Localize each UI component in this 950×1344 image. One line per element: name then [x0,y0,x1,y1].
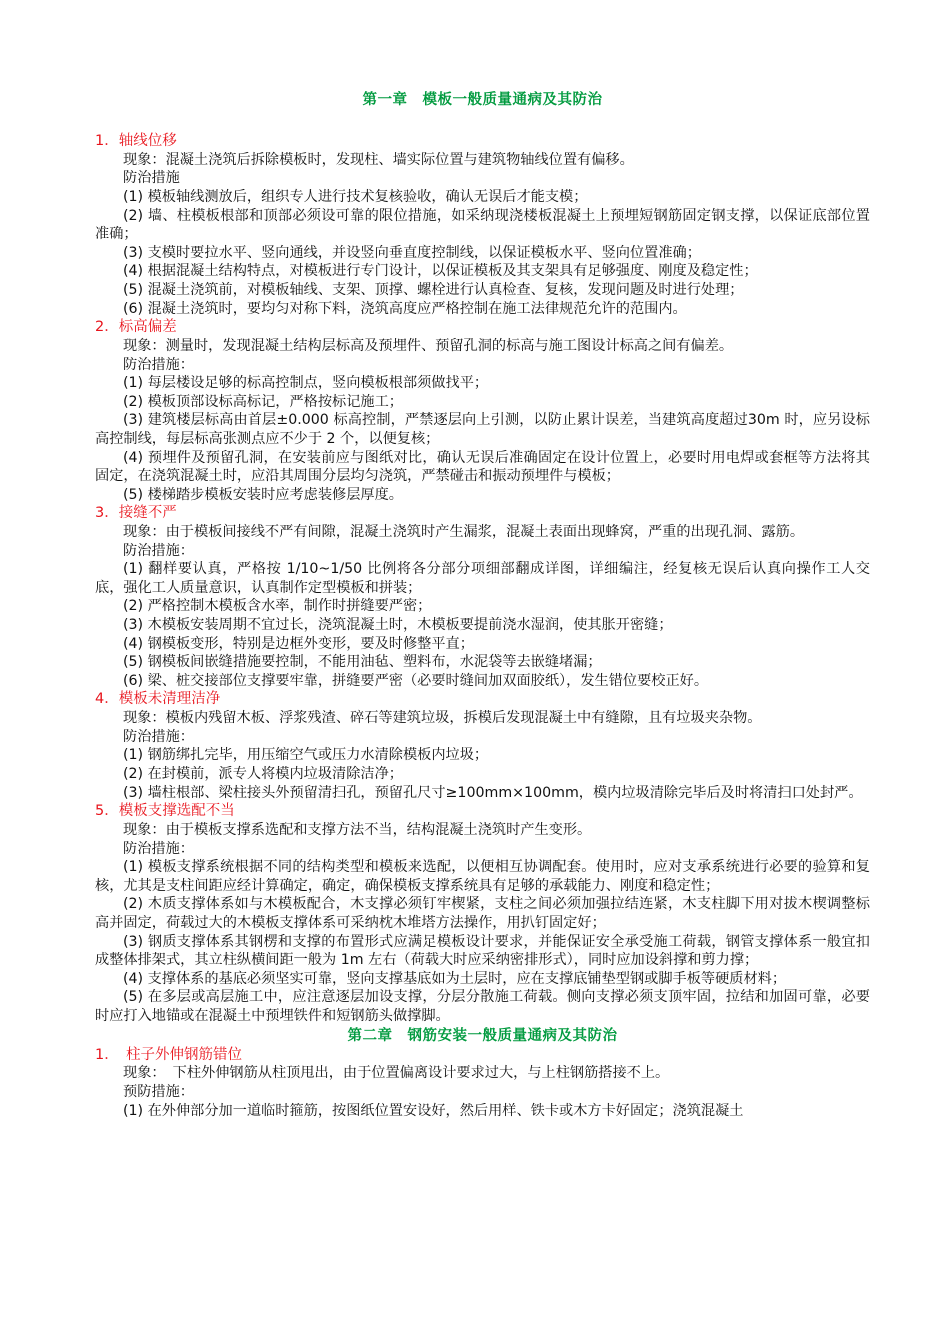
section-4-measures-label: 防治措施： [123,728,194,745]
section-1-measure-6: (6) 混凝土浇筑时，要均匀对称下料，浇筑高度应严格控制在施工法律规范允许的范围内。 [123,300,687,317]
section-1-measure-3: (3) 支模时要拉水平、竖向通线，并设竖向垂直度控制线，以保证模板水平、竖向位置准确； [123,244,701,261]
section-4-phenomenon: 现象：模板内残留木板、浮浆残渣、碎石等建筑垃圾，拆模后发现混凝土中有缝隙，且有垃圾夹杂物。 [123,710,762,727]
section-5-title: 5．模板支撑选配不当 [95,803,235,820]
section-1-measure-2: (2) 墙、柱模板根部和顶部必须设可靠的限位措施，如采纳现浇楼板混凝土上预埋短钢筋固定钢支撑，以保证底部位置准确； [95,207,870,243]
section-5-measure-2: (2) 木质支撑体系如与木模板配合，木支撑必须钉牢楔紧，支柱之间必须加强拉结连紧，木支柱脚下用对拔木楔调整标高并固定，荷载过大的木模板支撑体系可采纳枕木堆塔方法操作，用扒钉固定好； [95,896,870,931]
section-4-title: 4．模板未清理洁净 [95,691,221,708]
chapter-2-title: 第二章 钢筋安装一般质量通病及其防治 [347,1027,618,1044]
section-4-measure-1: (1) 钢筋绑扎完毕，用压缩空气或压力水清除模板内垃圾； [123,747,489,764]
section-5-measures-label: 防治措施： [123,840,194,857]
section-2-measure-5: (5) 楼梯踏步模板安装时应考虑装修层厚度。 [123,486,403,503]
section-1-title: 1．轴线位移 [95,133,177,149]
section-3-measures-label: 防治措施： [123,542,194,559]
section-1-measures-label: 防治措施 [123,170,180,187]
section-3-measure-5: (5) 钢模板间嵌缝措施要控制，不能用油毡、塑料布，水泥袋等去嵌缝堵漏； [123,654,602,671]
section-4-measure-2: (2) 在封模前，派专人将模内垃圾清除洁净； [123,766,403,782]
section-3-measure-1: (1) 翻样要认真，严格按 1/10~1/50 比例将各分部分项细部翻成详图，详细编注，经复核无误后认真向操作工人交底，强化工人质量意识，认真制作定型模板和拼装； [95,561,870,596]
section-4-measure-3: (3) 墙柱根部、梁柱接头外预留清扫孔，预留孔尺寸≥100mm×100mm，模内垃圾清除完毕后及时将清扫口处封严。 [123,784,863,801]
document-page [95,90,870,1120]
section-2-measures-label: 防治措施： [123,356,194,373]
section-3-measure-6: (6) 梁、桩交接部位支撑要牢靠，拼缝要严密（必要时缝间加双面胶纸），发生错位要校正好。 [123,672,709,689]
chapter-1-title: 第一章 模板一般质量通病及其防治 [362,92,603,108]
section-5-measure-3: (3) 钢质支撑体系其钢楞和支撑的布置形式应满足模板设计要求，并能保证安全承受施工荷载，钢管支撑体系一般宜扣成整体排架式，其立柱纵横间距一般为 1m 左右（荷载大时应采纳密排形式），同时应加设斜撑和剪力撑； [95,933,870,969]
section-1-measure-5: (5) 混凝土浇筑前，对模板轴线、支架、顶撑、螺栓进行认真检查、复核，发现问题及时进行处理； [123,281,744,298]
section-5-phenomenon: 现象：由于模板支撑系选配和支撑方法不当，结构混凝土浇筑时产生变形。 [123,821,592,838]
section-2-title: 2．标高偏差 [95,319,177,336]
section-5-measure-5: (5) 在多层或高层施工中，应注意逐层加设支撑，分层分散施工荷载。侧向支撑必须支顶牢固，拉结和加固可靠，必要时应打入地锚或在混凝土中预埋铁件和短钢筋头做撑脚。 [95,989,870,1024]
section-1-phenomenon: 现象：混凝土浇筑后拆除模板时，发现柱、墙实际位置与建筑物轴线位置有偏移。 [123,151,634,168]
section-1-measure-4: (4) 根据混凝土结构特点，对模板进行专门设计，以保证模板及其支架具有足够强度、刚度及稳定性； [123,263,758,280]
section-2-measure-4: (4) 预埋件及预留孔洞，在安装前应与图纸对比，确认无误后准确固定在设计位置上，必要时用电焊或套框等方法将其固定，在浇筑混凝土时，应沿其周围分层均匀浇筑，严禁碰击和振动预埋件与模板； [95,449,870,485]
section-5-measure-4: (4) 支撑体系的基底必须坚实可靠，竖向支撑基底如为土层时，应在支撑底铺垫型钢或脚手板等硬质材料； [123,970,787,987]
section-3-measure-3: (3) 木模板安装周期不宜过长，浇筑混凝土时，木模板要提前浇水湿润，使其胀开密缝； [123,617,673,634]
chapter-2-section-1-measure-1: (1) 在外伸部分加一道临时箍筋，按图纸位置安设好，然后用样、铁卡或木方卡好固定；浇筑混凝土 [123,1102,744,1119]
section-3-measure-4: (4) 钢模板变形，特别是边框外变形，要及时修整平直； [123,635,474,652]
chapter-2-section-1-phenomenon: 现象： 下柱外伸钢筋从柱顶甩出，由于位置偏离设计要求过大，与上柱钢筋搭接不上。 [123,1065,670,1082]
spacer [95,110,870,132]
section-2-phenomenon: 现象：测量时，发现混凝土结构层标高及预埋件、预留孔洞的标高与施工图设计标高之间有偏差。 [123,337,734,354]
section-2-measure-2: (2) 模板顶部设标高标记，严格按标记施工； [123,393,403,410]
chapter-2-section-1-measures-label: 预防措施： [123,1083,194,1100]
section-2-measure-1: (1) 每层楼设足够的标高控制点，竖向模板根部须做找平； [123,375,489,392]
section-5-measure-1: (1) 模板支撑系统根据不同的结构类型和模板来选配，以便相互协调配套。使用时，应对支承系统进行必要的验算和复核，尤其是支柱间距应经计算确定，确定，确保模板支撑系统具有足够的承载能力、刚度和稳定性； [95,859,870,894]
section-3-title: 3．接缝不严 [95,505,177,522]
section-1-measure-1: (1) 模板轴线测放后，组织专人进行技术复核验收，确认无误后才能支模； [123,188,588,205]
section-3-measure-2: (2) 严格控制木模板含水率，制作时拼缝要严密； [123,598,432,615]
chapter-2-section-1-title: 1． 柱子外伸钢筋错位 [95,1046,242,1063]
section-2-measure-3: (3) 建筑楼层标高由首层±0.000 标高控制，严禁逐层向上引测，以防止累计误差，当建筑高度超过30m 时，应另设标高控制线，每层标高张测点应不少于 2 个，以便复核； [95,412,870,447]
section-3-phenomenon: 现象：由于模板间接线不严有间隙，混凝土浇筑时产生漏浆，混凝土表面出现蜂窝，严重的出现孔洞、露筋。 [123,524,805,541]
